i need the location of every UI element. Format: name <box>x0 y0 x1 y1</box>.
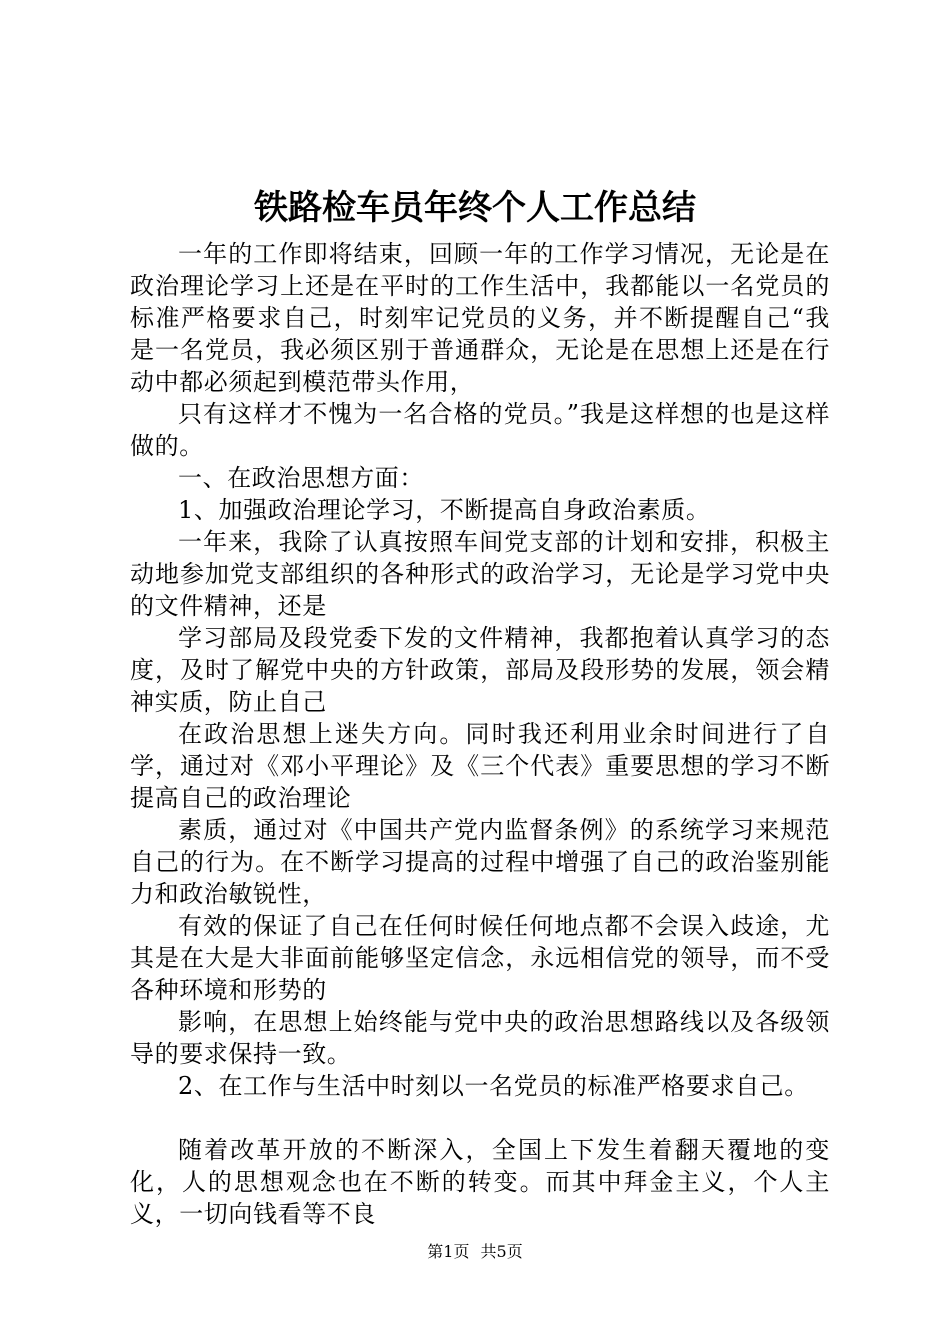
subsection-heading: 1、加强政治理论学习，不断提高自身政治素质。 <box>178 496 711 524</box>
current-page-label: 第1页 <box>427 1242 470 1261</box>
document-title: 铁路检车员年终个人工作总结 <box>254 188 696 228</box>
paragraph: 有效的保证了自己在任何时候任何地点都不会误入歧途，尤其是在大是大非面前能够坚定信念，永远相信党的领导，而不受各种环境和形势的 <box>130 912 830 1004</box>
paragraph: 只有这样才不愧为一名合格的党员。”我是这样想的也是这样做的。 <box>130 400 830 460</box>
paragraph: 随着改革开放的不断深入，全国上下发生着翻天覆地的变化，人的思想观念也在不断的转变。而其中拜金主义，个人主义，一切向钱看等不良 <box>130 1136 830 1228</box>
total-pages-label: 共5页 <box>480 1242 523 1261</box>
paragraph: 一年的工作即将结束，回顾一年的工作学习情况，无论是在政治理论学习上还是在平时的工作生活中，我都能以一名党员的标准严格要求自己，时刻牢记党员的义务，并不断提醒自己“我是一名党员，我必须区别于普通群众，无论是在思想上还是在行动中都必须起到模范带头作用， <box>130 240 830 396</box>
page-footer <box>0 1240 950 1264</box>
paragraph: 素质，通过对《中国共产党内监督条例》的系统学习来规范自己的行为。在不断学习提高的过程中增强了自己的政治鉴别能力和政治敏锐性， <box>130 816 830 908</box>
paragraph: 在政治思想上迷失方向。同时我还利用业余时间进行了自学，通过对《邓小平理论》及《三个代表》重要思想的学习不断提高自己的政治理论 <box>130 720 830 812</box>
section-heading: 一、在政治思想方面： <box>178 464 424 492</box>
paragraph: 学习部局及段党委下发的文件精神，我都抱着认真学习的态度，及时了解党中央的方针政策，部局及段形势的发展，领会精神实质，防止自己 <box>130 624 830 716</box>
paragraph: 一年来，我除了认真按照车间党支部的计划和安排，积极主动地参加党支部组织的各种形式的政治学习，无论是学习党中央的文件精神，还是 <box>130 528 830 620</box>
subsection-heading: 2、在工作与生活中时刻以一名党员的标准严格要求自己。 <box>178 1072 809 1100</box>
paragraph: 影响，在思想上始终能与党中央的政治思想路线以及各级领导的要求保持一致。 <box>130 1008 830 1068</box>
document-body <box>130 238 830 1230</box>
